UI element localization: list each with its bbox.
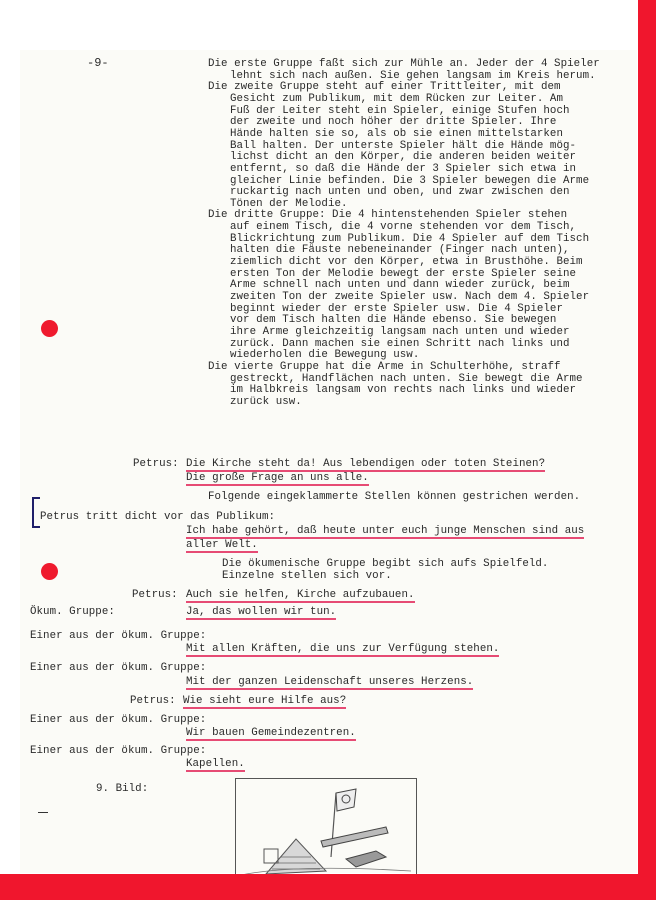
speaker-petrus: Petrus:: [130, 695, 176, 707]
body-line: halten die Fäuste nebeneinander (Finger nach unten),: [230, 244, 570, 257]
dialogue-line: Wie sieht eure Hilfe aus?: [183, 695, 347, 707]
body-line: Die vierte Gruppe hat die Arme in Schulterhöhe, straff: [208, 360, 561, 373]
body-line: Die erste Gruppe faßt sich zur Mühle an. Jeder der 4 Spieler: [208, 58, 600, 70]
dialogue-line: Wir bauen Gemeindezentren.: [186, 727, 356, 739]
dialogue-line: Ich habe gehört, daß heute unter euch junge Menschen sind aus: [186, 525, 585, 537]
dialogue-line: Die große Frage an uns alle.: [186, 472, 369, 484]
dialogue-line: Auch sie helfen, Kirche aufzubauen.: [186, 589, 415, 601]
body-line: beginnt wieder der erste Spieler usw. Die 4 Spieler: [230, 302, 563, 315]
speaker-okum: Ökum. Gruppe:: [30, 606, 115, 618]
edge-band: [638, 0, 656, 900]
dialogue-line: Mit allen Kräften, die uns zur Verfügung stehen.: [186, 643, 500, 655]
body-line: ihre Arme gleichzeitig langsam nach unten und wieder: [230, 325, 570, 338]
punch-hole: [41, 563, 58, 580]
speaker-einer: Einer aus der ökum. Gruppe:: [30, 630, 207, 642]
body-line: gleicher Linie befinden. Die 3 Spieler bewegen die Arme: [230, 174, 590, 187]
speaker-petrus: Petrus:: [132, 589, 178, 601]
body-line: ziemlich dicht vor den Körper, etwa in Brusthöhe. Beim: [230, 256, 583, 269]
body-line: Die zweite Gruppe steht auf einer Trittleiter, mit dem: [208, 81, 561, 94]
body-line: wiederholen die Bewegung usw.: [230, 349, 420, 362]
body-line: vor dem Tisch halten die Hände ebenso. Sie bewegen: [230, 314, 557, 327]
punch-hole: [41, 320, 58, 337]
speaker-einer: Einer aus der ökum. Gruppe:: [30, 745, 207, 757]
margin-dash: [38, 812, 48, 813]
pencil-sketch-image: [235, 778, 417, 879]
body-line: entfernt, so daß die Hände der 3 Spieler sich etwa in: [230, 162, 577, 175]
body-line: auf einem Tisch, die 4 vorne stehenden vor dem Tisch,: [230, 221, 577, 234]
dialogue-line: Kapellen.: [186, 758, 245, 770]
bracket-mark: [32, 497, 40, 528]
dialogue-line: aller Welt.: [186, 539, 258, 551]
stage-direction: Die ökumenische Gruppe begibt sich aufs Spielfeld.: [222, 558, 549, 570]
body-line: im Halbkreis langsam von rechts nach links und wieder: [230, 384, 577, 397]
body-line: Gesicht zum Publikum, mit dem Rücken zur Leiter. Am: [230, 92, 563, 105]
body-line: Ball halten. Der unterste Spieler hält die Hände mög-: [230, 139, 577, 152]
body-line: der zweite und noch höher der dritte Spieler. Ihre: [230, 116, 557, 129]
stage-direction: Einzelne stellen sich vor.: [222, 570, 392, 582]
body-line: gestreckt, Handflächen nach unten. Sie bewegt die Arme: [230, 372, 583, 385]
bottom-band: [0, 874, 656, 900]
sketch-drawing: [236, 779, 416, 879]
document-page: [20, 50, 637, 873]
editorial-note: Folgende eingeklammerte Stellen können gestrichen werden.: [208, 491, 581, 503]
dialogue-line: Mit der ganzen Leidenschaft unseres Herzens.: [186, 676, 474, 688]
body-line: Blickrichtung zum Publikum. Die 4 Spieler auf dem Tisch: [230, 232, 590, 245]
body-line: lehnt sich nach außen. Sie gehen langsam im Kreis herum.: [230, 69, 596, 82]
speaker-petrus: Petrus:: [133, 458, 179, 470]
body-line: zweiten Ton der zweite Spieler usw. Nach dem 4. Spieler: [230, 291, 590, 303]
page-number: -9-: [87, 56, 109, 70]
stage-direction: Petrus tritt dicht vor das Publikum:: [40, 511, 276, 523]
speaker-einer: Einer aus der ökum. Gruppe:: [30, 662, 207, 674]
speaker-einer: Einer aus der ökum. Gruppe:: [30, 714, 207, 726]
picture-label: 9. Bild:: [96, 783, 149, 795]
body-line: Tönen der Melodie.: [230, 197, 348, 210]
body-line: Hände halten sie so, als ob sie einen mittelstarken: [230, 127, 563, 140]
body-line: ersten Ton der Melodie bewegt der erste Spieler seine: [230, 267, 577, 280]
body-line: Fuß der Leiter steht ein Spieler, einige Stufen hoch: [230, 104, 570, 117]
body-line: zurück usw.: [230, 395, 302, 408]
body-line: ruckartig nach unten und oben, und zwar zwischen den: [230, 186, 570, 199]
dialogue-line: Ja, das wollen wir tun.: [186, 606, 337, 618]
body-line: lichst dicht an den Körper, die anderen beiden weiter: [230, 151, 577, 164]
body-line: Arme schnell nach unten und dann wieder zurück, beim: [230, 279, 570, 292]
body-line: zurück. Dann machen sie einen Schritt nach links und: [230, 337, 570, 350]
body-line: Die dritte Gruppe: Die 4 hintenstehenden Spieler stehen: [208, 209, 568, 222]
dialogue-line: Die Kirche steht da! Aus lebendigen oder toten Steinen?: [186, 458, 546, 470]
